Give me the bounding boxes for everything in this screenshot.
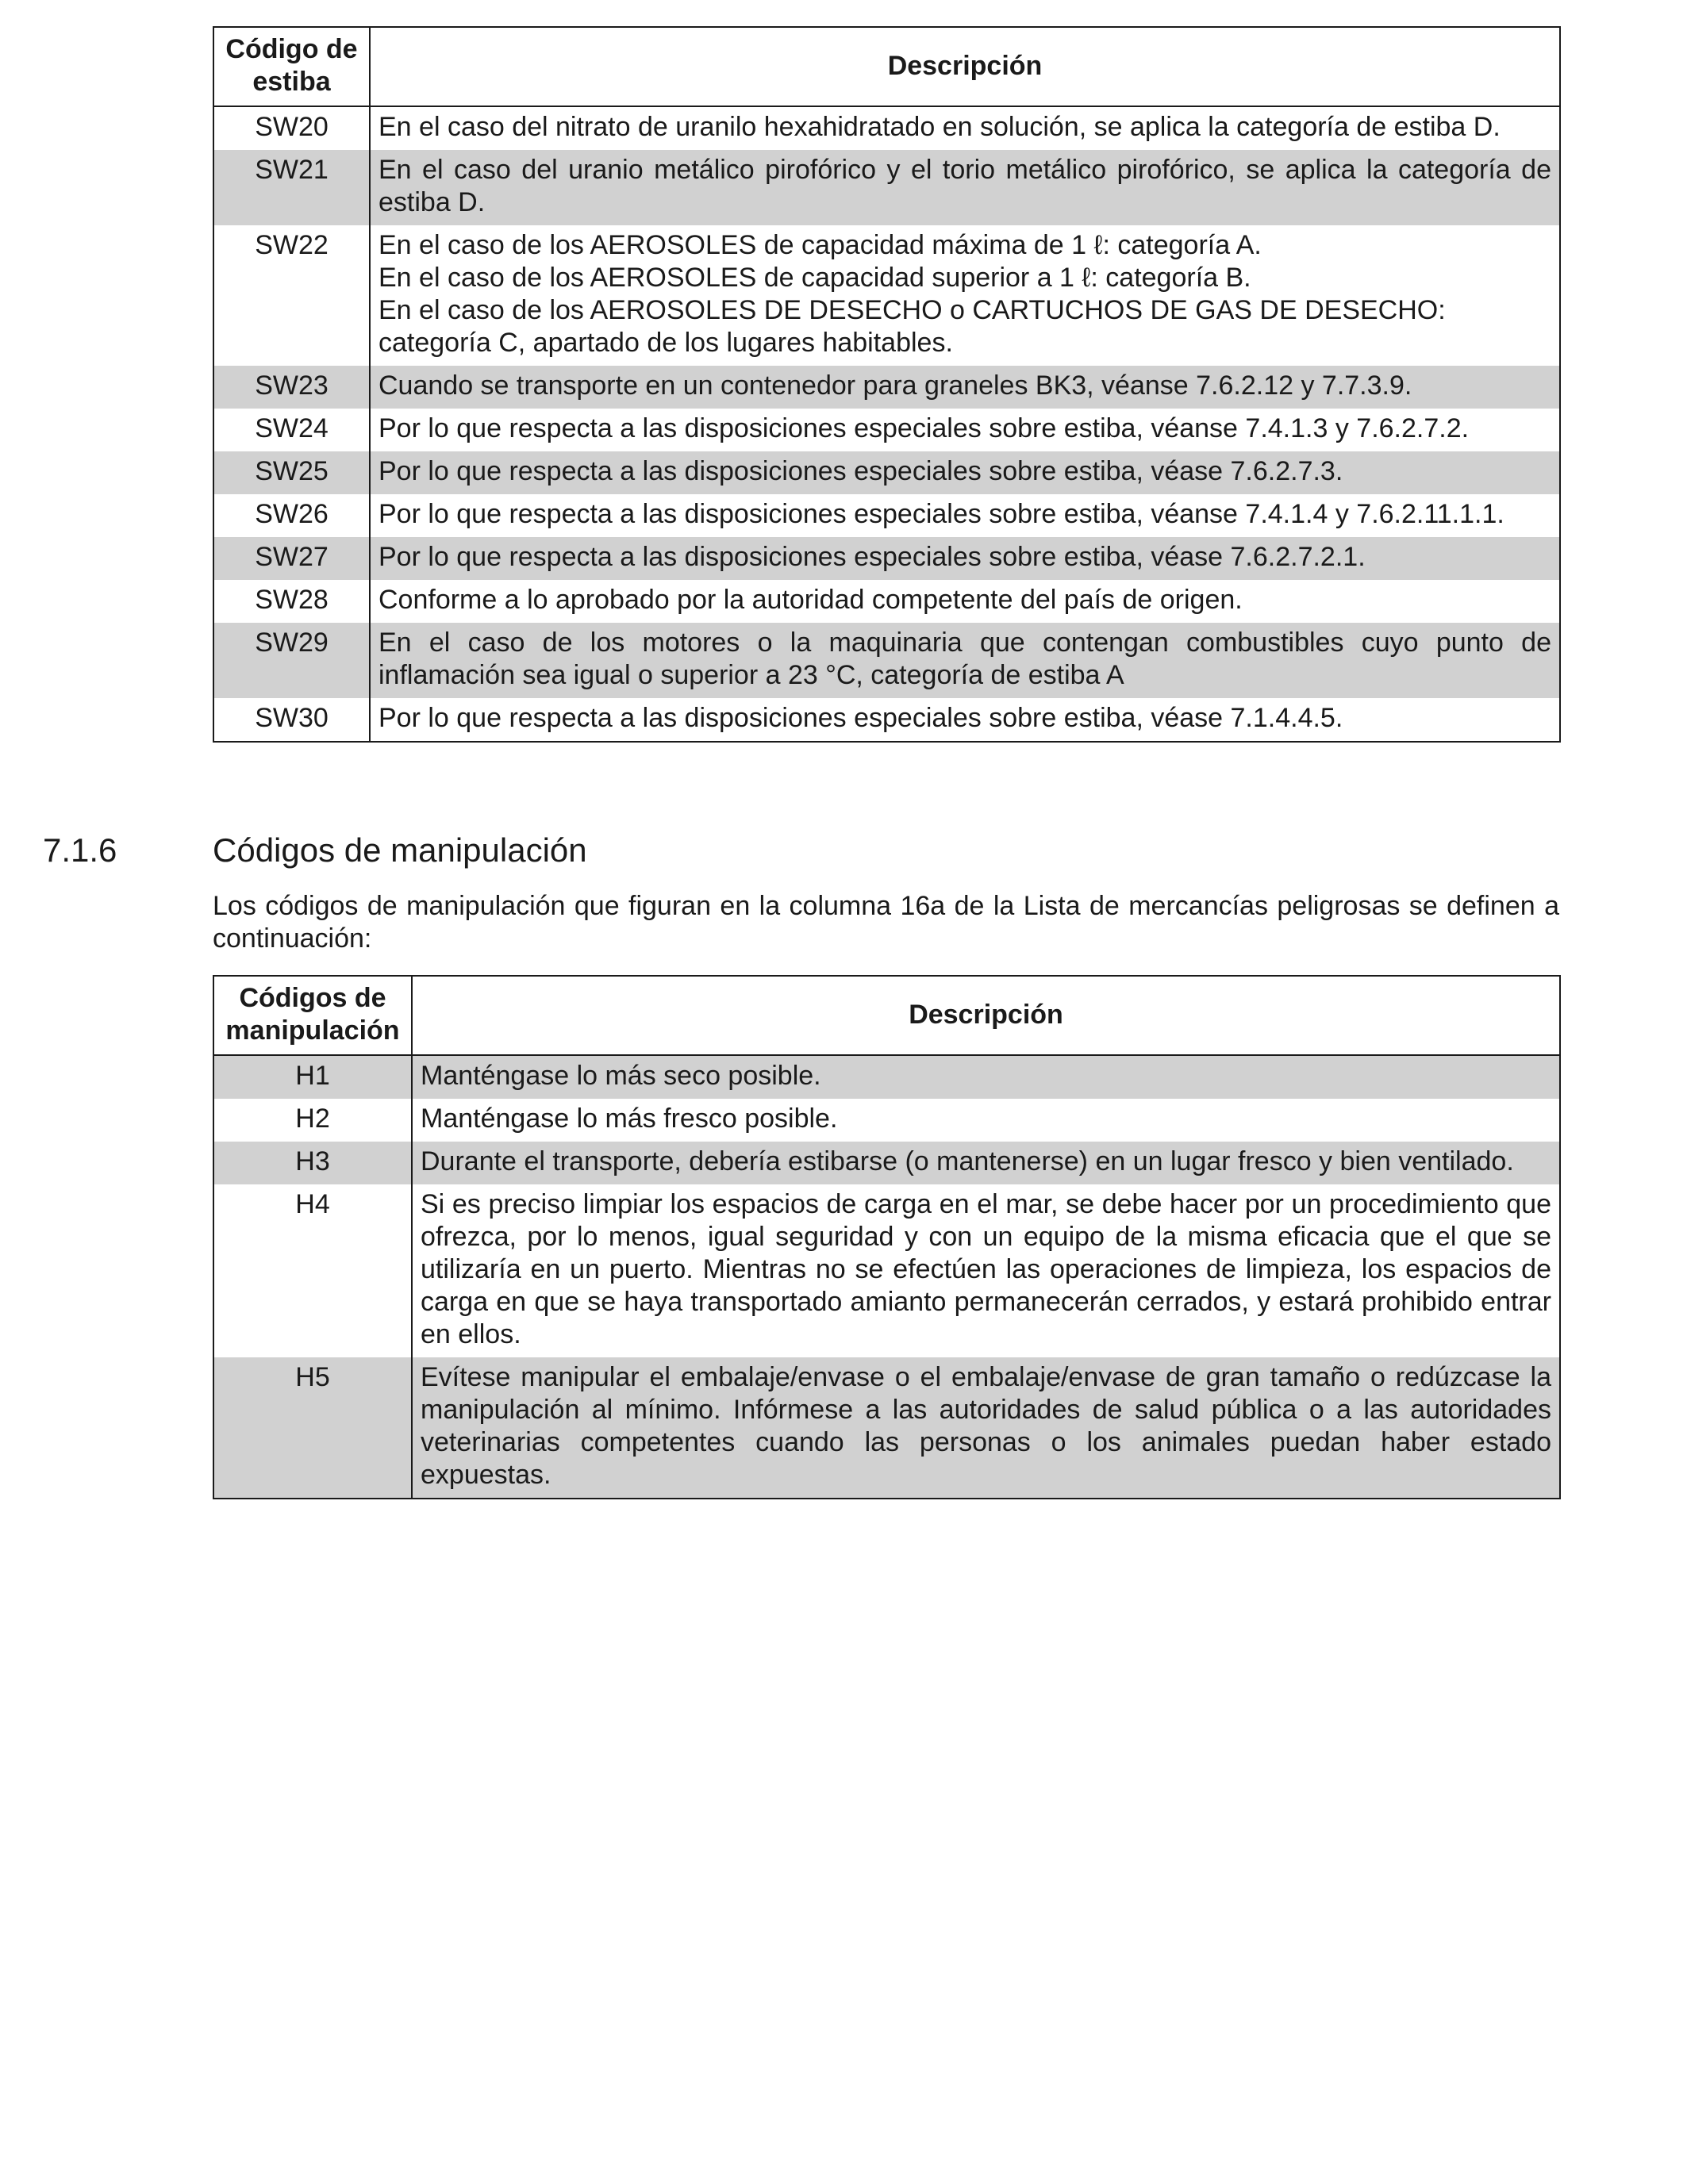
- table-row: [213, 451, 1560, 494]
- column-header-description: Descripción: [412, 976, 1560, 1055]
- table-row: [213, 1142, 1560, 1184]
- description-line: En el caso de los AEROSOLES DE DESECHO o CARTUCHOS DE GAS DE DESECHO: categoría C, apartado de los lugares habitables.: [379, 295, 1446, 358]
- column-header-description: Descripción: [370, 27, 1560, 106]
- table-header-row: [213, 976, 1560, 1055]
- table-row: [213, 1184, 1560, 1357]
- stowage-code: SW22: [213, 225, 370, 366]
- description-line: Por lo que respecta a las disposiciones especiales sobre estiba, véase 7.6.2.7.3.: [379, 456, 1343, 486]
- description-line: Conforme a lo aprobado por la autoridad competente del país de origen.: [379, 585, 1243, 615]
- stowage-code: SW24: [213, 409, 370, 451]
- table-row: [213, 580, 1560, 623]
- description-line: Por lo que respecta a las disposiciones especiales sobre estiba, véase 7.6.2.7.2.1.: [379, 542, 1366, 572]
- table-row: [213, 623, 1560, 698]
- stowage-description: [370, 225, 1560, 366]
- table-row: [213, 225, 1560, 366]
- description-line: Por lo que respecta a las disposiciones especiales sobre estiba, véanse 7.4.1.4 y 7.6.2.11.1.1.: [379, 499, 1504, 529]
- stowage-description: [370, 409, 1560, 451]
- stowage-codes-table: [213, 26, 1561, 743]
- table-row: [213, 150, 1560, 225]
- description-line: En el caso del nitrato de uranilo hexahidratado en solución, se aplica la categoría de estiba D.: [379, 112, 1501, 142]
- handling-codes-table: [213, 975, 1561, 1499]
- table-header-row: [213, 27, 1560, 106]
- table-row: [213, 409, 1560, 451]
- table-row: [213, 1357, 1560, 1499]
- stowage-description: [370, 537, 1560, 580]
- description-line: Por lo que respecta a las disposiciones especiales sobre estiba, véase 7.1.4.4.5.: [379, 703, 1343, 733]
- stowage-description: [370, 623, 1560, 698]
- stowage-description: [370, 451, 1560, 494]
- table-row: [213, 366, 1560, 409]
- table-row: [213, 1099, 1560, 1142]
- handling-code: H5: [213, 1357, 412, 1499]
- description-line: Por lo que respecta a las disposiciones especiales sobre estiba, véanse 7.4.1.3 y 7.6.2.7.2.: [379, 413, 1470, 443]
- stowage-description: [370, 150, 1560, 225]
- stowage-description: [370, 698, 1560, 742]
- table-row: [213, 1055, 1560, 1099]
- stowage-code: SW21: [213, 150, 370, 225]
- section-number: 7.1.6: [43, 831, 117, 869]
- handling-description: Durante el transporte, debería estibarse (o mantenerse) en un lugar fresco y bien ventilado.: [412, 1142, 1560, 1184]
- handling-description: Manténgase lo más seco posible.: [412, 1055, 1560, 1099]
- column-header-code: Código de estiba: [213, 27, 370, 106]
- handling-description: Si es preciso limpiar los espacios de carga en el mar, se debe hacer por un procedimiento que ofrezca, por lo menos, igual seguridad y con un equipo de la misma eficacia que el que se utilizaría en un puerto. Mientras no se efectúen las operaciones de limpieza, los espacios de carga en que se haya transportado amianto permanecerán cerrados, y estará prohibido entrar en ellos.: [412, 1184, 1560, 1357]
- stowage-code: SW26: [213, 494, 370, 537]
- table-row: [213, 494, 1560, 537]
- stowage-code: SW27: [213, 537, 370, 580]
- description-line: Cuando se transporte en un contenedor para graneles BK3, véanse 7.6.2.12 y 7.7.3.9.: [379, 370, 1412, 401]
- stowage-description: [370, 494, 1560, 537]
- table-row: [213, 106, 1560, 150]
- table-row: [213, 537, 1560, 580]
- section-title: Códigos de manipulación: [213, 831, 587, 869]
- handling-description: Manténgase lo más fresco posible.: [412, 1099, 1560, 1142]
- handling-code: H3: [213, 1142, 412, 1184]
- stowage-code: SW23: [213, 366, 370, 409]
- stowage-code: SW30: [213, 698, 370, 742]
- column-header-code: Códigos de manipulación: [213, 976, 412, 1055]
- handling-code: H2: [213, 1099, 412, 1142]
- description-line: En el caso de los AEROSOLES de capacidad máxima de 1 ℓ: categoría A.: [379, 230, 1262, 260]
- section-intro: Los códigos de manipulación que figuran en la columna 16a de la Lista de mercancías peligrosas se definen a continuación:: [213, 891, 1559, 954]
- stowage-code: SW28: [213, 580, 370, 623]
- stowage-description: [370, 106, 1560, 150]
- handling-code: H1: [213, 1055, 412, 1099]
- stowage-code: SW29: [213, 623, 370, 698]
- stowage-code: SW20: [213, 106, 370, 150]
- table-row: [213, 698, 1560, 742]
- description-line: En el caso de los motores o la maquinaria que contengan combustibles cuyo punto de inflamación sea igual o superior a 23 °C, categoría de estiba A: [379, 628, 1551, 690]
- handling-description: Evítese manipular el embalaje/envase o el embalaje/envase de gran tamaño o redúzcase la manipulación al mínimo. Infórmese a las autoridades de salud pública o a las autoridades veterinarias competentes cuando las personas o los animales puedan haber estado expuestas.: [412, 1357, 1560, 1499]
- handling-code: H4: [213, 1184, 412, 1357]
- description-line: En el caso del uranio metálico pirofórico y el torio metálico pirofórico, se aplica la categoría de estiba D.: [379, 155, 1551, 217]
- stowage-description: [370, 580, 1560, 623]
- description-line: En el caso de los AEROSOLES de capacidad superior a 1 ℓ: categoría B.: [379, 263, 1251, 293]
- stowage-code: SW25: [213, 451, 370, 494]
- stowage-description: [370, 366, 1560, 409]
